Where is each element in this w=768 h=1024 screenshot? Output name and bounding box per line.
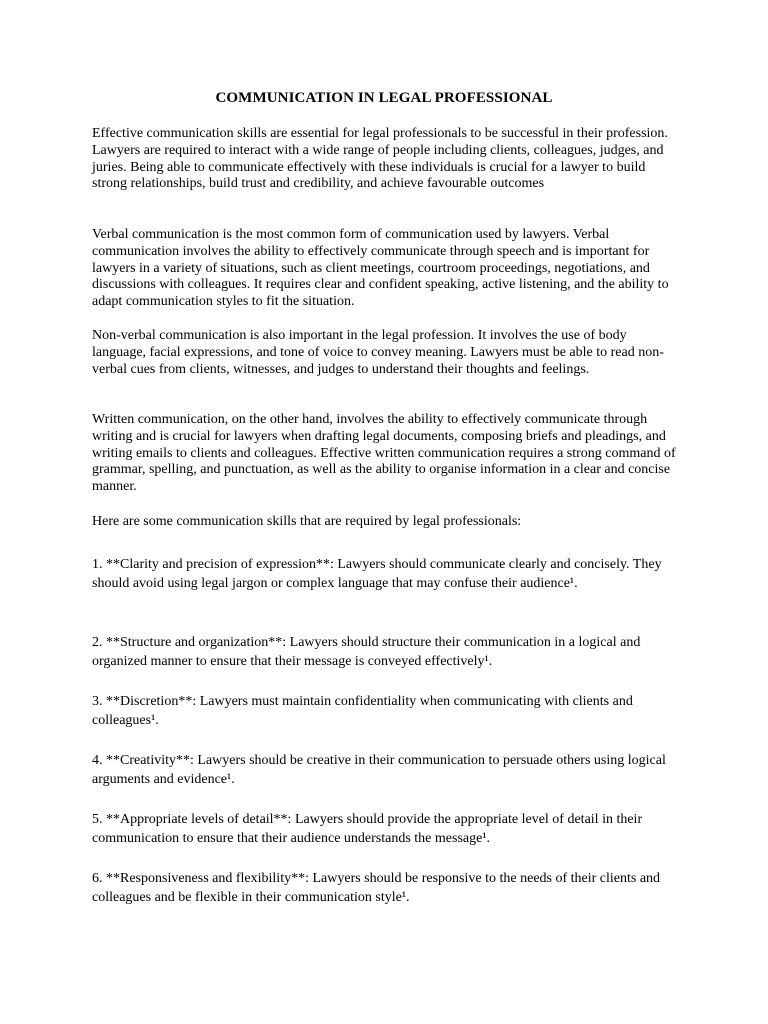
list-item: 6. **Responsiveness and flexibility**: Lawyers should be responsive to the needs of their clients and colleagues and be flexible in their communication style¹. [92,871,661,905]
paragraph-verbal-communication: Verbal communication is the most common form of communication used by lawyers. Verbal communication involves the ability to effectively communicate through speech and is important for lawyers in a variety of situations, such as client meetings, courtroom proceedings, negotiations, and discussions with colleagues. It requires clear and confident speaking, active listening, and the ability to adapt communication styles to fit the situation. [92,227,669,310]
list-item: 4. **Creativity**: Lawyers should be creative in their communication to persuade others using logical arguments and evidence¹. [92,753,666,787]
paragraph-skills-intro: Here are some communication skills that are required by legal professionals: [92,514,522,529]
paragraph-intro: Effective communication skills are essential for legal professionals to be successful in their profession. Lawyers are required to interact with a wide range of people including clients, colleagues, judges, and juries. Being able to communicate effectively with these individuals is crucial for a lawyer to build strong relationships, build trust and credibility, and achieve favourable outcomes [92,126,668,192]
paragraph-non-verbal-communication: Non-verbal communication is also important in the legal profession. It involves the use of body language, facial expressions, and tone of voice to convey meaning. Lawyers must be able to read non-verbal cues from clients, witnesses, and judges to understand their thoughts and feelings. [92,328,664,377]
list-item: 1. **Clarity and precision of expression**: Lawyers should communicate clearly and concisely. They should avoid using legal jargon or complex language that may confuse their audience¹. [92,557,662,591]
document-title: COMMUNICATION IN LEGAL PROFESSIONAL [215,90,553,106]
paragraph-written-communication: Written communication, on the other hand, involves the ability to effectively communicate through writing and is crucial for lawyers when drafting legal documents, composing briefs and pleadings, and writing emails to clients and colleagues. Effective written communication requires a strong command of grammar, spelling, and punctuation, as well as the ability to organise information in a clear and concise manner. [92,412,676,495]
list-item: 2. **Structure and organization**: Lawyers should structure their communication in a logical and organized manner to ensure that their message is conveyed effectively¹. [92,635,641,669]
list-item: 3. **Discretion**: Lawyers must maintain confidentiality when communicating with clients and colleagues¹. [92,694,633,728]
list-item: 5. **Appropriate levels of detail**: Lawyers should provide the appropriate level of detail in their communication to ensure that their audience understands the message¹. [92,812,643,846]
